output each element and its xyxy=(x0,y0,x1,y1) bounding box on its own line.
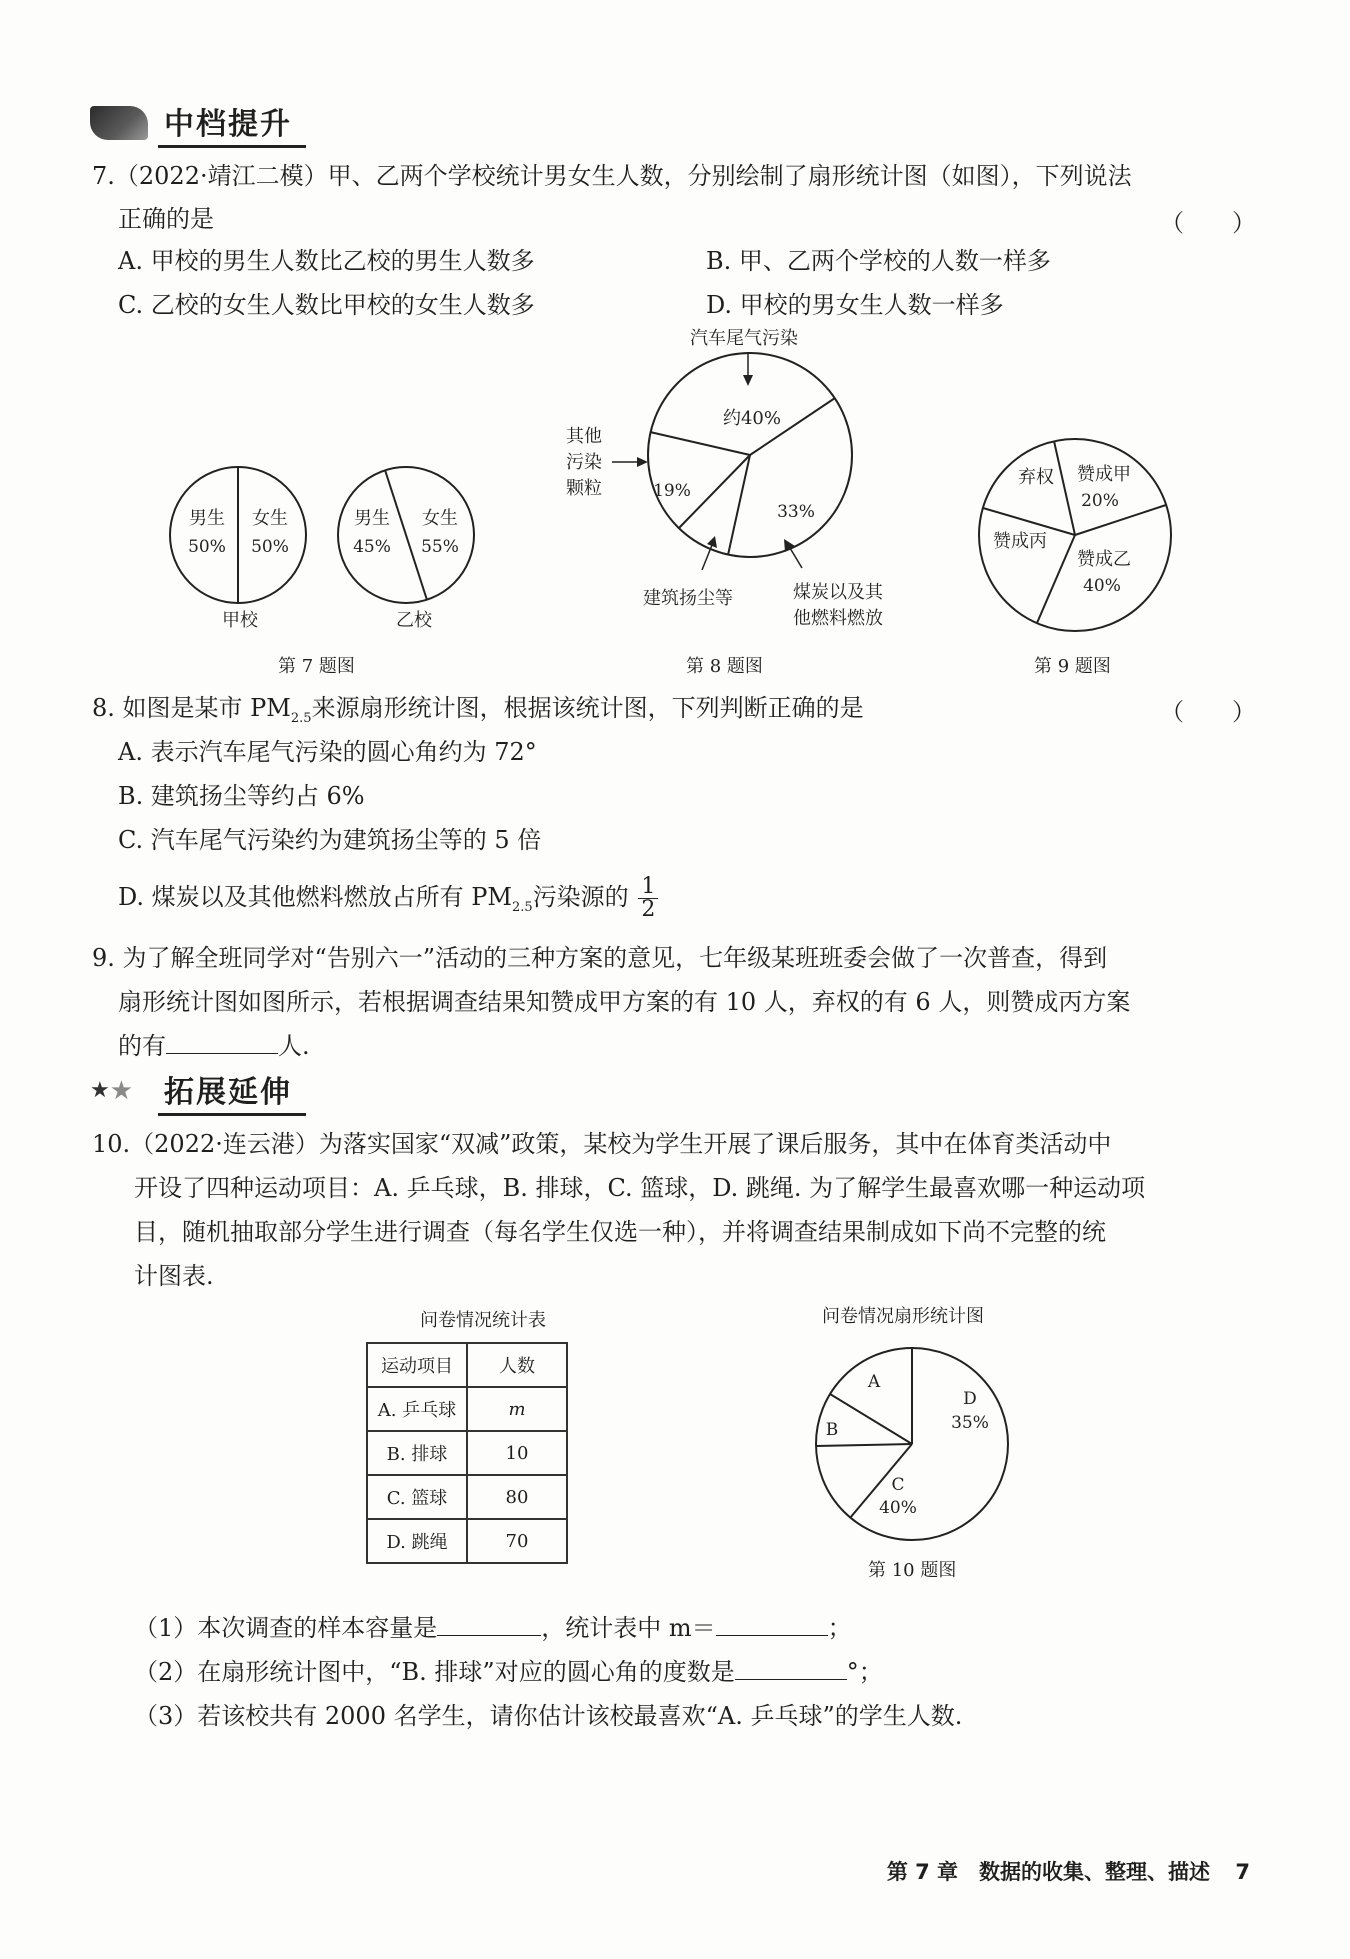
q10-pie-label-d: D xyxy=(963,1389,977,1409)
q9-line1: 9. 为了解全班同学对“告别六一”活动的三种方案的意见，七年级某班班委会做了一次普查，得到 xyxy=(92,944,1108,972)
section-badge-icon xyxy=(90,106,148,140)
fig8-pie xyxy=(566,328,884,629)
table-cell: 10 xyxy=(467,1431,567,1475)
q10-pie-caption: 第 10 题图 xyxy=(868,1560,957,1581)
q10-line3: 目，随机抽取部分学生进行调查（每名学生仅选一种），并将调查结果制成如下尚不完整的统 xyxy=(134,1218,1106,1246)
q10-sub2-a: （2）在扇形统计图中，“B. 排球”对应的圆心角的度数是 xyxy=(134,1658,735,1686)
figures-7-8-9 xyxy=(0,320,1350,680)
q7-option-a: A. 甲校的男生人数比乙校的男生人数多 xyxy=(118,247,535,275)
fig7-pie-yi xyxy=(338,467,474,631)
q10-pie-pct-c: 40% xyxy=(879,1498,917,1518)
fig9-qi-label: 弃权 xyxy=(1018,467,1054,488)
q8-stem xyxy=(92,692,864,735)
q8-stem-b: 来源扇形统计图，根据该统计图，下列判断正确的是 xyxy=(311,694,864,722)
fig7-pie1-right-label: 女生 xyxy=(252,508,288,529)
q10-pie-title: 问卷情况扇形统计图 xyxy=(822,1306,984,1327)
fig8-bottom-left: 建筑扬尘等 xyxy=(643,588,733,609)
q10-pie-label-b: B xyxy=(825,1420,839,1440)
table-cell: A. 乒乓球 xyxy=(367,1387,467,1431)
q8-option-b: B. 建筑扬尘等约占 6% xyxy=(118,782,365,810)
table-cell: B. 排球 xyxy=(367,1431,467,1475)
fig7-pie1-name: 甲校 xyxy=(222,610,258,631)
fig7-pie1-right-pct: 50% xyxy=(251,537,289,557)
fig9-yi-pct: 40% xyxy=(1083,576,1121,596)
fig8-bottom-right-1: 煤炭以及其 xyxy=(793,582,883,603)
q10-survey-table xyxy=(366,1342,568,1564)
fig7-pie2-left-label: 男生 xyxy=(354,508,390,529)
table-cell: 80 xyxy=(467,1475,567,1519)
fig8-caption: 第 8 题图 xyxy=(686,656,763,677)
fig7-pie2-left-pct: 45% xyxy=(353,537,391,557)
fig9-jia-label: 赞成甲 xyxy=(1077,464,1131,485)
fig8-top-label: 汽车尾气污染 xyxy=(690,328,798,349)
table-cell: D. 跳绳 xyxy=(367,1519,467,1563)
footer-chapter: 第 7 章 数据的收集、整理、描述 xyxy=(886,1860,1211,1884)
q10-sub1 xyxy=(134,1612,852,1644)
fig7-pie1-left-pct: 50% xyxy=(188,537,226,557)
q7-option-b: B. 甲、乙两个学校的人数一样多 xyxy=(706,247,1051,275)
page-footer xyxy=(887,1856,1250,1886)
fig7-pie2-name: 乙校 xyxy=(396,610,432,631)
q8-fraction xyxy=(638,876,658,921)
fig7-pie2-right-label: 女生 xyxy=(422,508,458,529)
q8-option-c: C. 汽车尾气污染约为建筑扬尘等的 5 倍 xyxy=(118,826,542,854)
table-header-cell: 运动项目 xyxy=(367,1343,467,1387)
q7-option-c: C. 乙校的女生人数比甲校的女生人数多 xyxy=(118,291,535,319)
q10-line1: 10.（2022·连云港）为落实国家“双减”政策，某校为学生开展了课后服务，其中在体育类活动中 xyxy=(92,1130,1112,1158)
q10-pie-label-c: C xyxy=(891,1475,905,1495)
fig8-right-pct: 33% xyxy=(777,502,815,522)
fig7-caption: 第 7 题图 xyxy=(278,656,355,677)
table-cell: 70 xyxy=(467,1519,567,1563)
q8-stem-a: 8. 如图是某市 PM xyxy=(92,694,291,722)
fig9-pie xyxy=(979,439,1171,631)
q10-pie-chart xyxy=(792,1324,1032,1564)
table-header-cell: 人数 xyxy=(467,1343,567,1387)
q8-option-d-a: D. 煤炭以及其他燃料燃放占所有 PM xyxy=(118,883,512,911)
q10-line2: 开设了四种运动项目：A. 乒乓球，B. 排球，C. 篮球，D. 跳绳. 为了解学生最喜欢哪一种运动项 xyxy=(134,1174,1146,1202)
fig9-yi-label: 赞成乙 xyxy=(1077,549,1131,570)
section-header-ext xyxy=(90,1068,306,1114)
fig7-pie2-right-pct: 55% xyxy=(421,537,459,557)
q10-sub1-b: ，统计表中 m＝ xyxy=(541,1614,716,1642)
fig9-bing-label: 赞成丙 xyxy=(993,531,1047,552)
q10-sub1-c: ； xyxy=(827,1614,852,1642)
q9-line3 xyxy=(118,1030,310,1062)
q10-sub3: （3）若该校共有 2000 名学生，请你估计该校最喜欢“A. 乒乓球”的学生人数. xyxy=(134,1702,963,1730)
fig7-pie1-left-label: 男生 xyxy=(189,508,225,529)
table-cell: C. 篮球 xyxy=(367,1475,467,1519)
fig8-left-label-3: 颗粒 xyxy=(566,478,602,499)
q9-line3b: 人. xyxy=(278,1032,310,1060)
q10-table-title: 问卷情况统计表 xyxy=(420,1310,546,1331)
q9-answer-blank[interactable] xyxy=(166,1031,278,1054)
q10-pie-pct-d: 35% xyxy=(951,1413,989,1433)
q9-line2: 扇形统计图如图所示，若根据调查结果知赞成甲方案的有 10 人，弃权的有 6 人，则赞成丙方案 xyxy=(118,988,1131,1016)
fig9-caption: 第 9 题图 xyxy=(1034,656,1111,677)
star-icon: ★ xyxy=(109,1076,134,1106)
table-row xyxy=(367,1475,567,1519)
table-header-row xyxy=(367,1343,567,1387)
q8-fraction-num: 1 xyxy=(638,876,658,899)
q8-option-d-sub: 2.5 xyxy=(512,899,533,915)
q10-sub2 xyxy=(134,1656,883,1688)
q7-option-d: D. 甲校的男女生人数一样多 xyxy=(706,291,1004,319)
table-row xyxy=(367,1519,567,1563)
table-row xyxy=(367,1431,567,1475)
q10-m-value-blank[interactable] xyxy=(716,1613,828,1636)
fig8-left-label-2: 污染 xyxy=(566,452,602,473)
section-title: 中档提升 xyxy=(158,99,306,148)
section-title: 拓展延伸 xyxy=(158,1067,306,1116)
q8-option-d xyxy=(118,876,658,924)
fig9-jia-pct: 20% xyxy=(1081,491,1119,511)
q10-pie-label-a: A xyxy=(867,1372,881,1392)
fig8-top-pct: 约40% xyxy=(722,408,782,429)
section-header-mid xyxy=(90,100,306,146)
q7-answer-paren: （ ） xyxy=(1160,209,1256,237)
q10-sub2-b: °； xyxy=(846,1658,883,1686)
q10-sub1-a: （1）本次调查的样本容量是 xyxy=(134,1614,438,1642)
q8-stem-sub: 2.5 xyxy=(290,710,312,726)
q8-answer-paren: （ ） xyxy=(1160,698,1256,726)
fig8-left-label-1: 其他 xyxy=(566,426,602,447)
fig7-pie-jia xyxy=(170,467,306,631)
q7-stem-line1: 7.（2022·靖江二模）甲、乙两个学校统计男女生人数，分别绘制了扇形统计图（如图），下列说法 xyxy=(92,162,1132,190)
q10-line4: 计图表. xyxy=(134,1262,214,1290)
footer-page-number: 7 xyxy=(1235,1860,1250,1884)
table-row xyxy=(367,1387,567,1431)
fig8-bottom-right-2: 他燃料燃放 xyxy=(793,608,883,629)
q8-option-d-b: 污染源的 xyxy=(532,883,629,911)
q10-sample-size-blank[interactable] xyxy=(437,1613,541,1636)
q8-fraction-den: 2 xyxy=(641,897,656,922)
q10-angle-blank[interactable] xyxy=(735,1657,847,1680)
table-cell: m xyxy=(467,1387,567,1431)
star-icon: ★ xyxy=(90,1078,110,1103)
q8-option-a: A. 表示汽车尾气污染的圆心角约为 72° xyxy=(118,738,537,766)
fig8-left-pct: 19% xyxy=(653,481,691,501)
q9-line3a: 的有 xyxy=(118,1032,166,1060)
q7-stem-line2: 正确的是 xyxy=(118,205,214,233)
section-stars-icon xyxy=(90,1076,148,1106)
